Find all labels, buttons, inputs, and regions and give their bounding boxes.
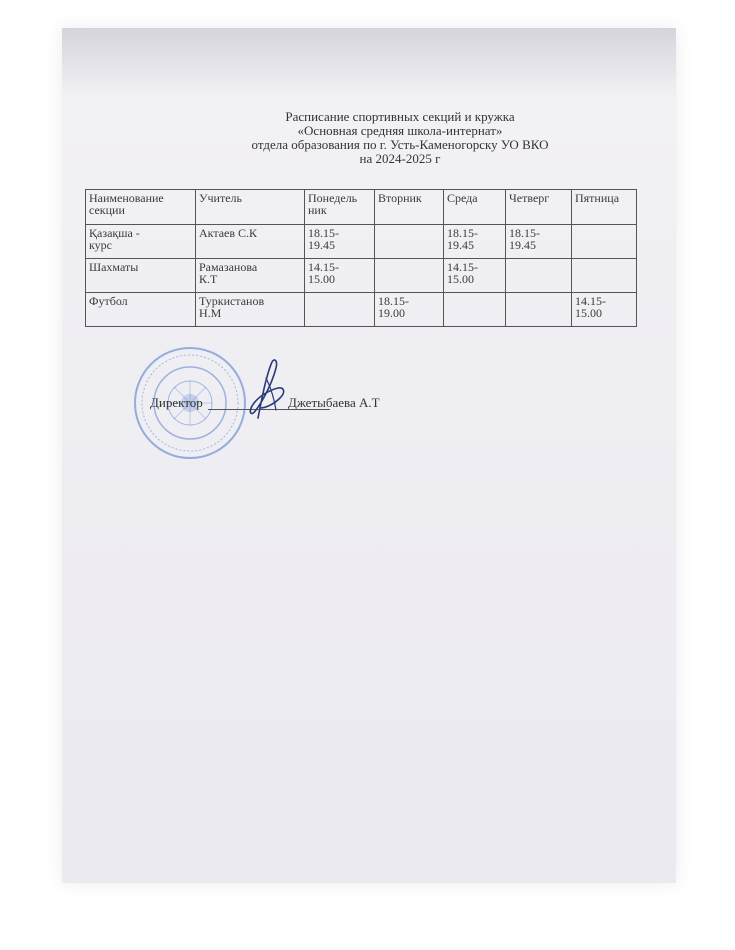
cell-friday [572, 259, 637, 293]
director-name: Джетыбаева А.Т [288, 395, 380, 410]
cell-thursday [506, 259, 572, 293]
director-title: Директор [150, 395, 203, 410]
column-header-thursday: Четверг [506, 190, 572, 225]
cell-monday: 14.15- 15.00 [305, 259, 375, 293]
cell-teacher: Туркистанов Н.М [196, 293, 305, 327]
column-header-teacher: Учитель [196, 190, 305, 225]
cell-monday [305, 293, 375, 327]
column-header-wednesday: Среда [444, 190, 506, 225]
cell-tuesday [375, 259, 444, 293]
cell-thursday [506, 293, 572, 327]
cell-section-name: Футбол [86, 293, 196, 327]
cell-teacher: Рамазанова К.Т [196, 259, 305, 293]
table-row [86, 259, 637, 293]
cell-teacher: Актаев С.К [196, 225, 305, 259]
cell-thursday: 18.15- 19.45 [506, 225, 572, 259]
cell-tuesday: 18.15- 19.00 [375, 293, 444, 327]
header-school: «Основная средняя школа-интернат» [297, 123, 503, 138]
cell-friday: 14.15- 15.00 [572, 293, 637, 327]
cell-friday [572, 225, 637, 259]
header-title: Расписание спортивных секций и кружка [285, 109, 515, 124]
table-row [86, 293, 637, 327]
cell-tuesday [375, 225, 444, 259]
cell-section-name: Қазақша - курс [86, 225, 196, 259]
cell-wednesday: 14.15- 15.00 [444, 259, 506, 293]
column-header-section: Наименование секции [86, 190, 196, 225]
column-header-monday: Понедель ник [305, 190, 375, 225]
paper-shadow [62, 28, 676, 98]
column-header-friday: Пятница [572, 190, 637, 225]
handwritten-signature-icon [236, 358, 296, 420]
header-year: на 2024-2025 г [359, 151, 441, 166]
table-header-row [86, 190, 637, 225]
header-department: отдела образования по г. Усть-Каменогорску УО ВКО [251, 137, 549, 152]
cell-section-name: Шахматы [86, 259, 196, 293]
cell-wednesday: 18.15- 19.45 [444, 225, 506, 259]
cell-monday: 18.15- 19.45 [305, 225, 375, 259]
document-header [150, 110, 650, 166]
table-row [86, 225, 637, 259]
column-header-tuesday: Вторник [375, 190, 444, 225]
cell-wednesday [444, 293, 506, 327]
schedule-table [85, 189, 637, 327]
